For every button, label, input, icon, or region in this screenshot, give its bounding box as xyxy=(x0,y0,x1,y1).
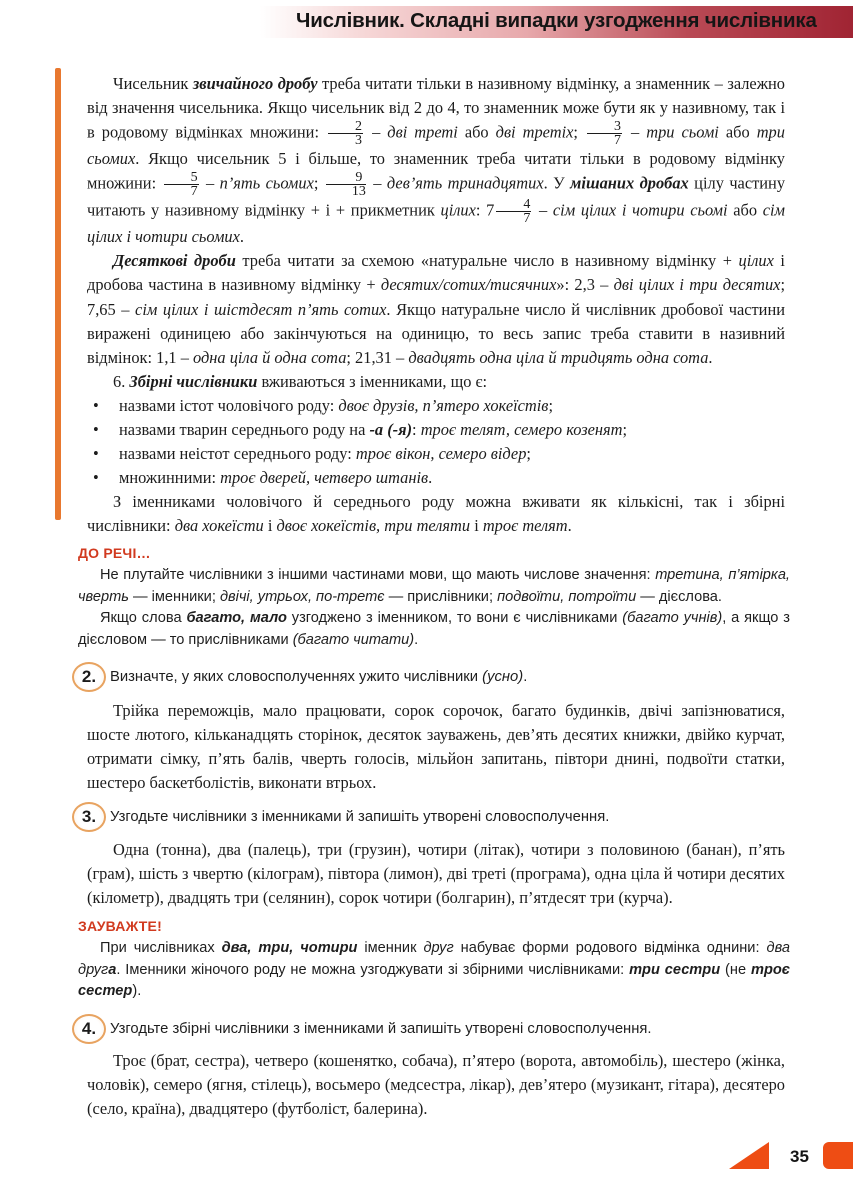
fraction: $\frac{4}{7}$ xyxy=(496,198,531,225)
fraction: $\frac{5}{7}$ xyxy=(164,171,199,198)
note-title-by-the-way: ДО РЕЧІ… xyxy=(78,545,151,561)
task-text-body: Трійка переможців, мало працювати, сорок сорочок, багато будинків, двічі запізнюватися, шосте лютого, кільканадцять сторінок, десяток зауважень, дев’ять десятих книжки, двійко курчат, отримати сімку, п’ять балів, чверть голосів, мільйон запитань, півтори днині, подвоїти статки, шестеро баскетболістів, виконати втрьох. xyxy=(87,701,785,793)
rule-common-fractions: Чисельник звичайного дробу треба читати тільки в називному відмінку, а знаменник – залежно від значення чисельника. Якщо чисельник від 2 до 4, то знаменник може бути як у називному, так і в родовому відмінках множини: $\frac{2}{3}$ – дві треті або дві третіх; $\frac{3}{7}$ – три сьомі або три сьомих. Якщо чисельник 5 і більше, то знаменник треба читати тільки в родовому відмінку множини: $\frac{5}{7}$ – п’ять сьомих; $\frac{9}{13}$ – дев’ять тринадцятих. У мішаних дробах цілу частину читають у називному відмінку + і + прикметник цілих: 7 $\frac{4}{7}$ – сім цілих і чотири сьомі або сім цілих і чотири сьомих. xyxy=(87,74,786,247)
fraction: $\frac{3}{7}$ xyxy=(587,120,622,147)
footer-bar xyxy=(823,1142,853,1169)
list-item: • множинними: троє дверей, четверо штанів. xyxy=(93,466,785,490)
task-4-header xyxy=(72,1014,652,1044)
list-item: • назвами неістот середнього роду: троє вікон, семеро відер; xyxy=(93,442,785,466)
task-instruction: Узгодьте збірні числівники з іменниками й запишіть утворені словосполучення. xyxy=(110,1021,652,1037)
task-3-header xyxy=(72,802,609,832)
page-number: 35 xyxy=(790,1147,809,1166)
note-paragraph: Не плутайте числівники з іншими частинами мови, що мають числове значення: третина, п’ятірка, чверть — іменники; двічі, утрьох, по-третє — прислівники; подвоїти, потроїти — дієслова. xyxy=(78,567,790,605)
task-4-body xyxy=(87,1049,785,1121)
collective-numerals-list xyxy=(87,394,785,490)
task-3-body xyxy=(87,838,785,910)
footer-decoration xyxy=(729,1142,769,1169)
page-title: Числівник. Складні випадки узгодження числівника xyxy=(296,9,817,32)
rule-usage-note: З іменниками чоловічого й середнього роду можна вживати як кількісні, так і збірні числівники: два хокеїсти і двоє хокеїстів, три теляти і троє телят. xyxy=(87,492,785,536)
note-attention xyxy=(78,938,790,1003)
rule-collective-numerals: 6. Збірні числівники вживаються з іменниками, що є: xyxy=(113,371,488,391)
task-number-badge: 4. xyxy=(72,1014,106,1044)
task-number-badge: 2. xyxy=(72,662,106,692)
note-paragraph: При числівниках два, три, чотири іменник друг набуває форми родового відмінка однини: два друга. Іменники жіночого роду не можна узгоджувати зі збірними числівниками: три сестри (не троє сестер). xyxy=(78,940,790,1000)
note-paragraph: Якщо слова багато, мало узгоджено з іменником, то вони є числівниками (багато учнів), а якщо з дієсловом — то прислівниками (багато читати). xyxy=(78,610,790,648)
note-by-the-way xyxy=(78,565,790,651)
task-2-header xyxy=(72,662,527,692)
rules-section xyxy=(87,72,785,539)
fraction: $\frac{9}{13}$ xyxy=(326,171,366,198)
note-title-attention: ЗАУВАЖТЕ! xyxy=(78,918,162,934)
task-2-body xyxy=(87,699,785,795)
task-text-body: Троє (брат, сестра), четверо (кошенятко, собача), п’ятеро (ворота, автомобіль), шестеро (жінка, чоловік), семеро (ягня, стілець), восьмеро (медсестра, лікар), дев’ятеро (музикант, гітара), десятеро (село, країна), двадцятеро (футболіст, балерина). xyxy=(87,1051,785,1119)
task-instruction: Узгодьте числівники з іменниками й запишіть утворені словосполучення. xyxy=(110,809,610,825)
list-item: • назвами тварин середнього роду на -а (-я): троє телят, семеро козенят; xyxy=(93,418,785,442)
task-text-body: Одна (тонна), два (палець), три (грузин), чотири (літак), чотири з половиною (банан), п’ять (грам), шість з чвертю (кілограм), півтора (лимон), дві треті (програма), одна ціла й чотири десятих (кілометр), двадцять три (селянин), сорок чотири (болгарин), п’ятдесят три (курча). xyxy=(87,840,785,908)
rule-accent-bar xyxy=(55,68,61,520)
task-instruction: Визначте, у яких словосполученнях ужито числівники (усно). xyxy=(110,669,528,685)
rule-decimal-fractions: Десяткові дроби треба читати за схемою «натуральне число в називному відмінку + цілих і дробова частина в називному відмінку + десятих/сотих/тисячних»: 2,3 – дві цілих і три десятих; 7,65 – сім цілих і шістдесят п’ять сотих. Якщо натуральне число й числівник дробової частини виражені одиницею або закінчуються на одиницю, то весь запис треба ставити в називний відмінок: 1,1 – одна ціла й одна сота; 21,31 – двадцять одна ціла й тридцять одна сота. xyxy=(87,251,786,367)
task-number-badge: 3. xyxy=(72,802,106,832)
fraction: $\frac{2}{3}$ xyxy=(328,120,363,147)
list-item: • назвами істот чоловічого роду: двоє друзів, п’ятеро хокеїстів; xyxy=(93,394,785,418)
